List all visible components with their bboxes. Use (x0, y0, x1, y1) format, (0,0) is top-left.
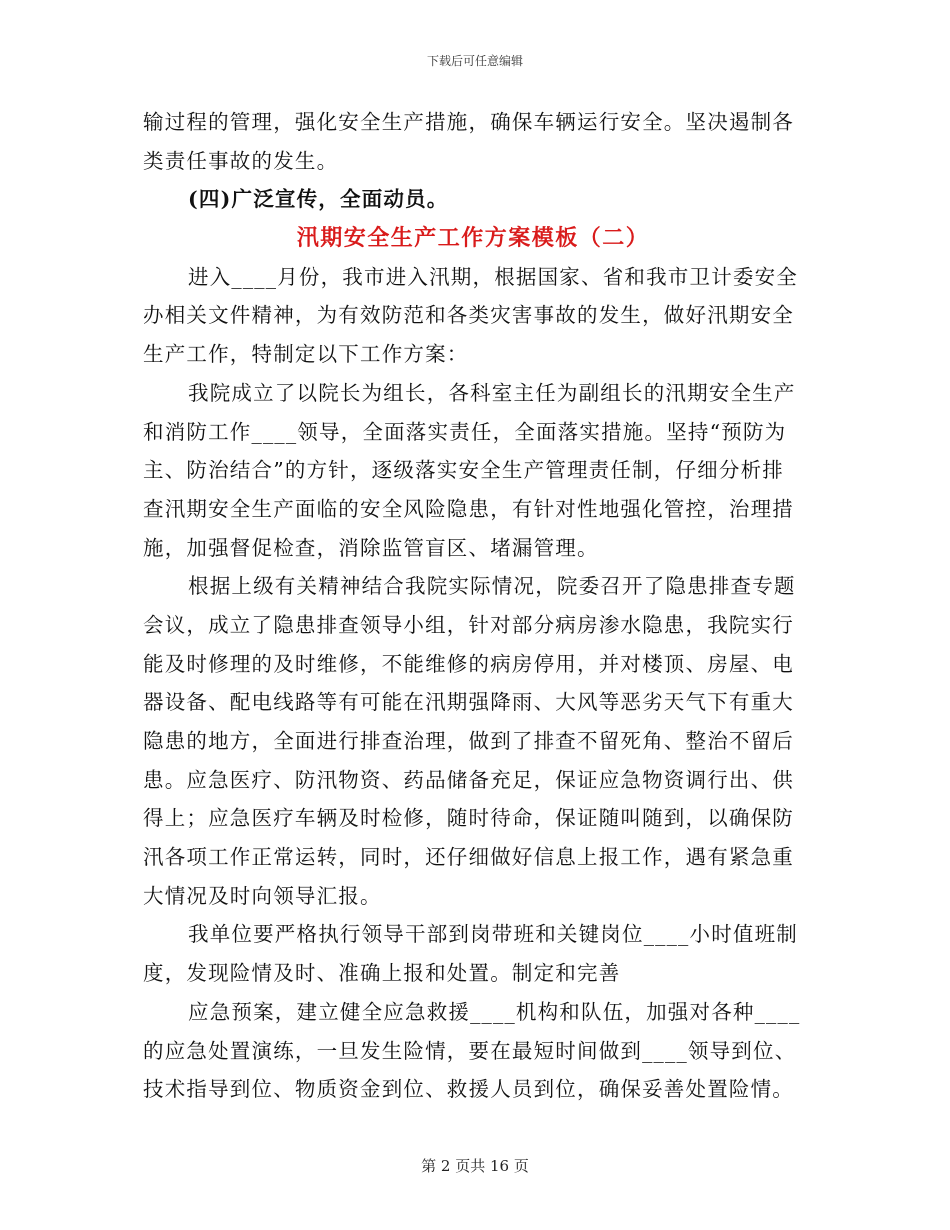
text-line: 器设备、配电线路等有可能在汛期强降雨、大风等恶劣天气下有重大 (143, 690, 794, 715)
text-line: 生产工作，特制定以下工作方案： (143, 342, 469, 367)
text-line: 得上；应急医疗车辆及时检修，随时待命，保证随叫随到，以确保防 (143, 806, 794, 831)
text-line: 会议，成立了隐患排查领导小组，针对部分病房渗水隐患，我院实行 (143, 612, 794, 637)
text-line: 进入____月份，我市进入汛期，根据国家、省和我市卫计委安全 (188, 264, 798, 289)
text-line: 办相关文件精神，为有效防范和各类灾害事故的发生，做好汛期安全 (143, 303, 794, 328)
text-line: 根据上级有关精神结合我院实际情况，院委召开了隐患排查专题 (188, 574, 796, 599)
text-line: 度，发现险情及时、准确上报和处置。制定和完善 (143, 961, 621, 986)
text-line: 施，加强督促检查，消除监管盲区、堵漏管理。 (143, 535, 599, 560)
text-line: 应急预案，建立健全应急救援____机构和队伍，加强对各种____ (188, 999, 801, 1024)
document-body (143, 103, 803, 1109)
text-line: 查汛期安全生产面临的安全风险隐患，有针对性地强化管控，治理措 (143, 496, 794, 521)
document-title: 汛期安全生产工作方案模板（二） (296, 225, 650, 252)
page-number: 第 2 页共 16 页 (421, 1157, 529, 1175)
page-header-note: 下载后可任意编辑 (426, 54, 523, 68)
section-subheading: (四)广泛宣传，全面动员。 (188, 187, 449, 212)
text-line: 我院成立了以院长为组长，各科室主任为副组长的汛期安全生产 (188, 380, 796, 405)
text-line: 的应急处置演练，一旦发生险情，要在最短时间做到____领导到位、 (143, 1038, 797, 1063)
text-line: 患。应急医疗、防汛物资、药品储备充足，保证应急物资调行出、供 (143, 767, 794, 792)
text-line: 主、防治结合”的方针，逐级落实安全生产管理责任制，仔细分析排 (143, 458, 784, 483)
text-line: 汛各项工作正常运转，同时，还仔细做好信息上报工作，遇有紧急重 (143, 845, 794, 870)
text-line: 能及时修理的及时维修，不能维修的病房停用，并对楼顶、房屋、电 (143, 651, 794, 676)
text-line: 输过程的管理，强化安全生产措施，确保车辆运行安全。坚决遏制各 (143, 110, 794, 134)
text-line: 隐患的地方，全面进行排查治理，做到了排查不留死角、整治不留后 (143, 729, 794, 753)
text-line: 类责任事故的发生。 (143, 148, 339, 173)
text-line: 技术指导到位、物质资金到位、救援人员到位，确保妥善处置险情。 (143, 1077, 794, 1102)
text-line: 大情况及时向领导汇报。 (143, 883, 382, 908)
text-line: 我单位要严格执行领导干部到岗带班和关键岗位____小时值班制 (188, 922, 798, 947)
text-line: 和消防工作____领导，全面落实责任，全面落实措施。坚持“预防为 (143, 419, 787, 444)
